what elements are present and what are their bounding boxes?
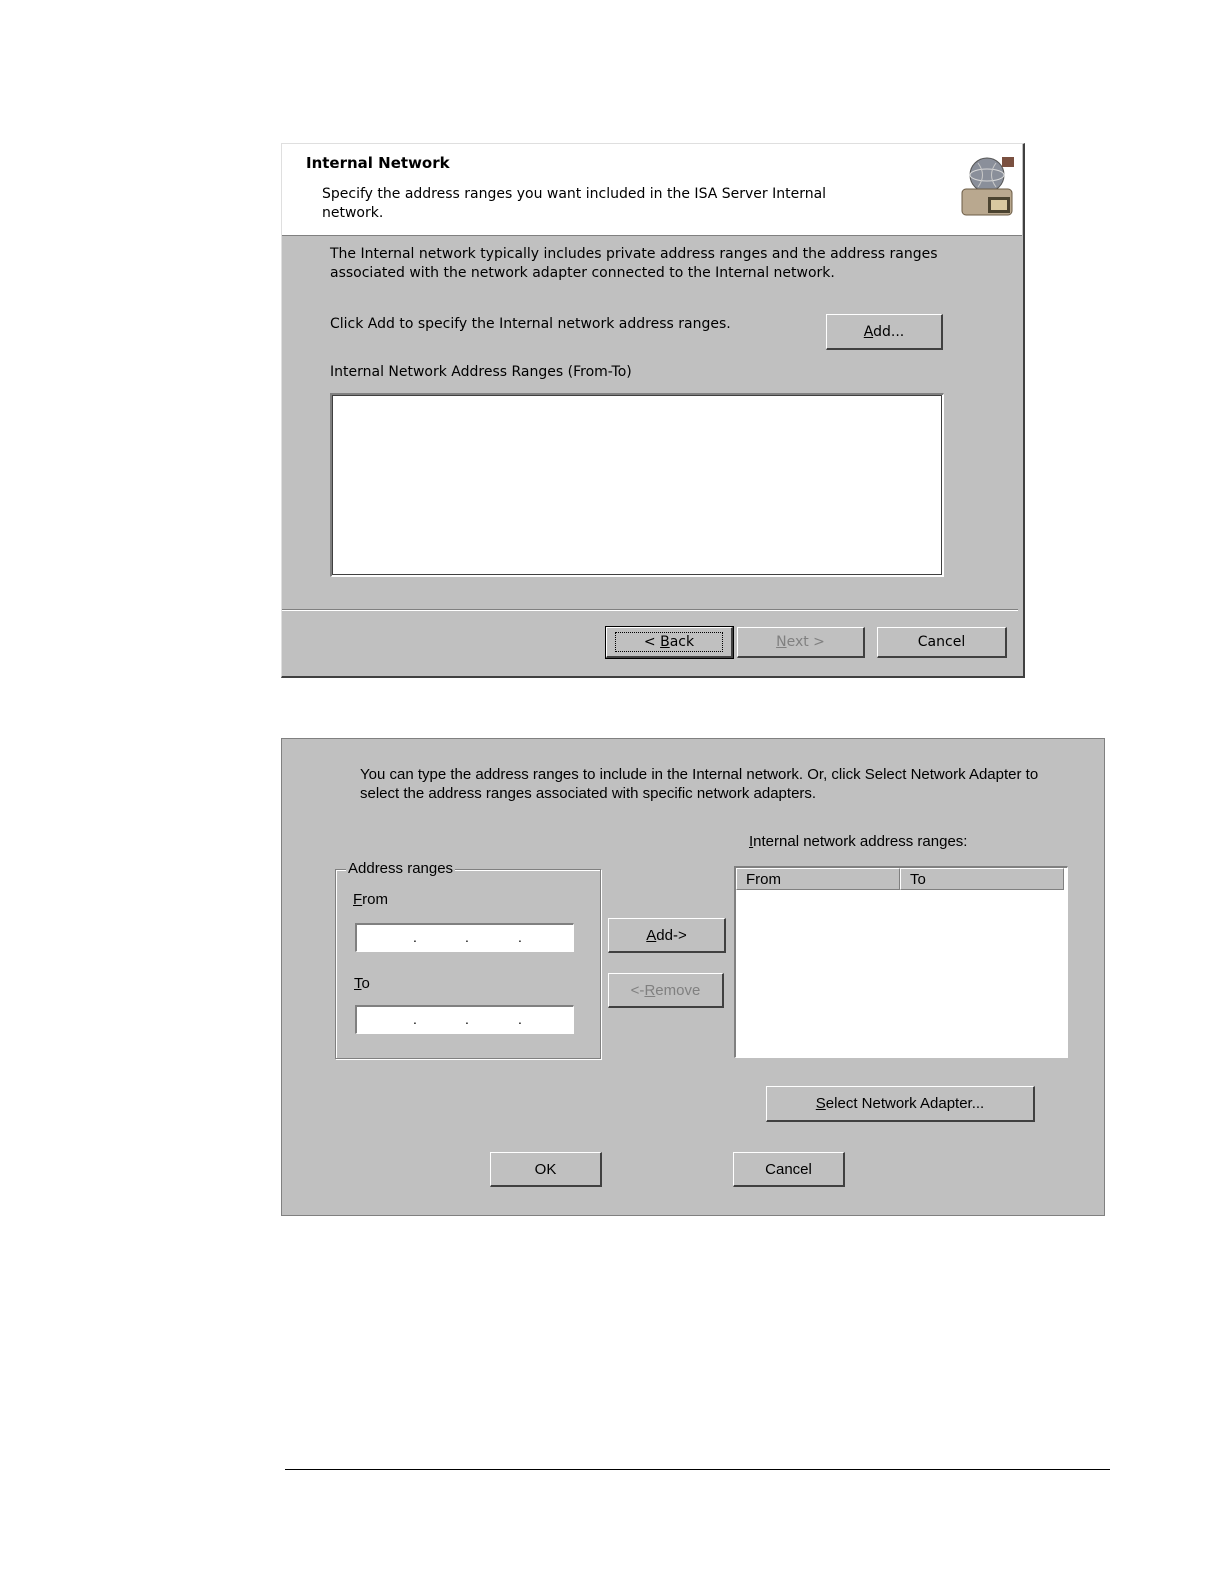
address-ranges-dialog [281, 738, 1105, 1216]
back-button-label: < Back [615, 632, 723, 652]
ip-dot: . [465, 929, 469, 945]
next-button-label: Next > [776, 634, 825, 650]
to-ip-field[interactable] [355, 1005, 574, 1034]
ip-dot: . [413, 1011, 417, 1027]
isa-server-logo-icon [958, 151, 1016, 225]
back-button[interactable] [606, 627, 733, 658]
address-ranges-list-label: Internal Network Address Ranges (From-To) [330, 364, 632, 380]
wizard-title: Internal Network [306, 154, 450, 172]
next-button [737, 627, 865, 658]
remove-range-button-label: <-Remove [630, 981, 701, 999]
column-header-from[interactable]: From [736, 868, 900, 890]
select-network-adapter-label: Select Network Adapter... [815, 1095, 985, 1112]
range-list[interactable] [734, 866, 1068, 1058]
ip-dot: . [518, 929, 522, 945]
ip-dot: . [518, 1011, 522, 1027]
wizard-header [282, 144, 1022, 236]
address-ranges-group-label: Address ranges [348, 860, 454, 877]
to-label: To [354, 975, 370, 992]
address-ranges-group [335, 860, 601, 1059]
add-range-button[interactable] [608, 918, 726, 953]
select-network-adapter-button[interactable] [766, 1086, 1035, 1122]
cancel-button[interactable]: Cancel [877, 627, 1007, 658]
wizard-subtitle: Specify the address ranges you want included in the ISA Server Internal network. [322, 186, 827, 221]
remove-range-button [608, 973, 724, 1008]
add-range-button-label: Add-> [646, 926, 687, 944]
add-button-label: Add... [863, 323, 905, 340]
column-header-to[interactable]: To [900, 868, 1064, 890]
dialog-cancel-button[interactable]: Cancel [733, 1152, 845, 1187]
range-list-header [736, 868, 1064, 890]
ip-dot: . [413, 929, 417, 945]
from-ip-field[interactable] [355, 923, 574, 952]
ip-dot: . [465, 1011, 469, 1027]
footer-separator [282, 609, 1018, 611]
wizard-description: The Internal network typically includes private address ranges and the address ranges associated with the network adapter connected to the Internal network. [330, 246, 938, 281]
address-ranges-list[interactable] [330, 393, 944, 577]
add-button[interactable] [826, 314, 943, 350]
page-footer-rule [285, 1469, 1110, 1470]
add-hint-text: Click Add to specify the Internal network address ranges. [330, 316, 731, 332]
ranges-description: You can type the address ranges to include in the Internal network. Or, click Select Network Adapter to select the address ranges associated with specific network adapters. [360, 766, 1039, 802]
from-label: From [353, 891, 389, 908]
ok-button[interactable]: OK [490, 1152, 602, 1187]
internal-network-wizard [281, 143, 1025, 678]
range-list-label: Internal network address ranges: [749, 833, 968, 850]
